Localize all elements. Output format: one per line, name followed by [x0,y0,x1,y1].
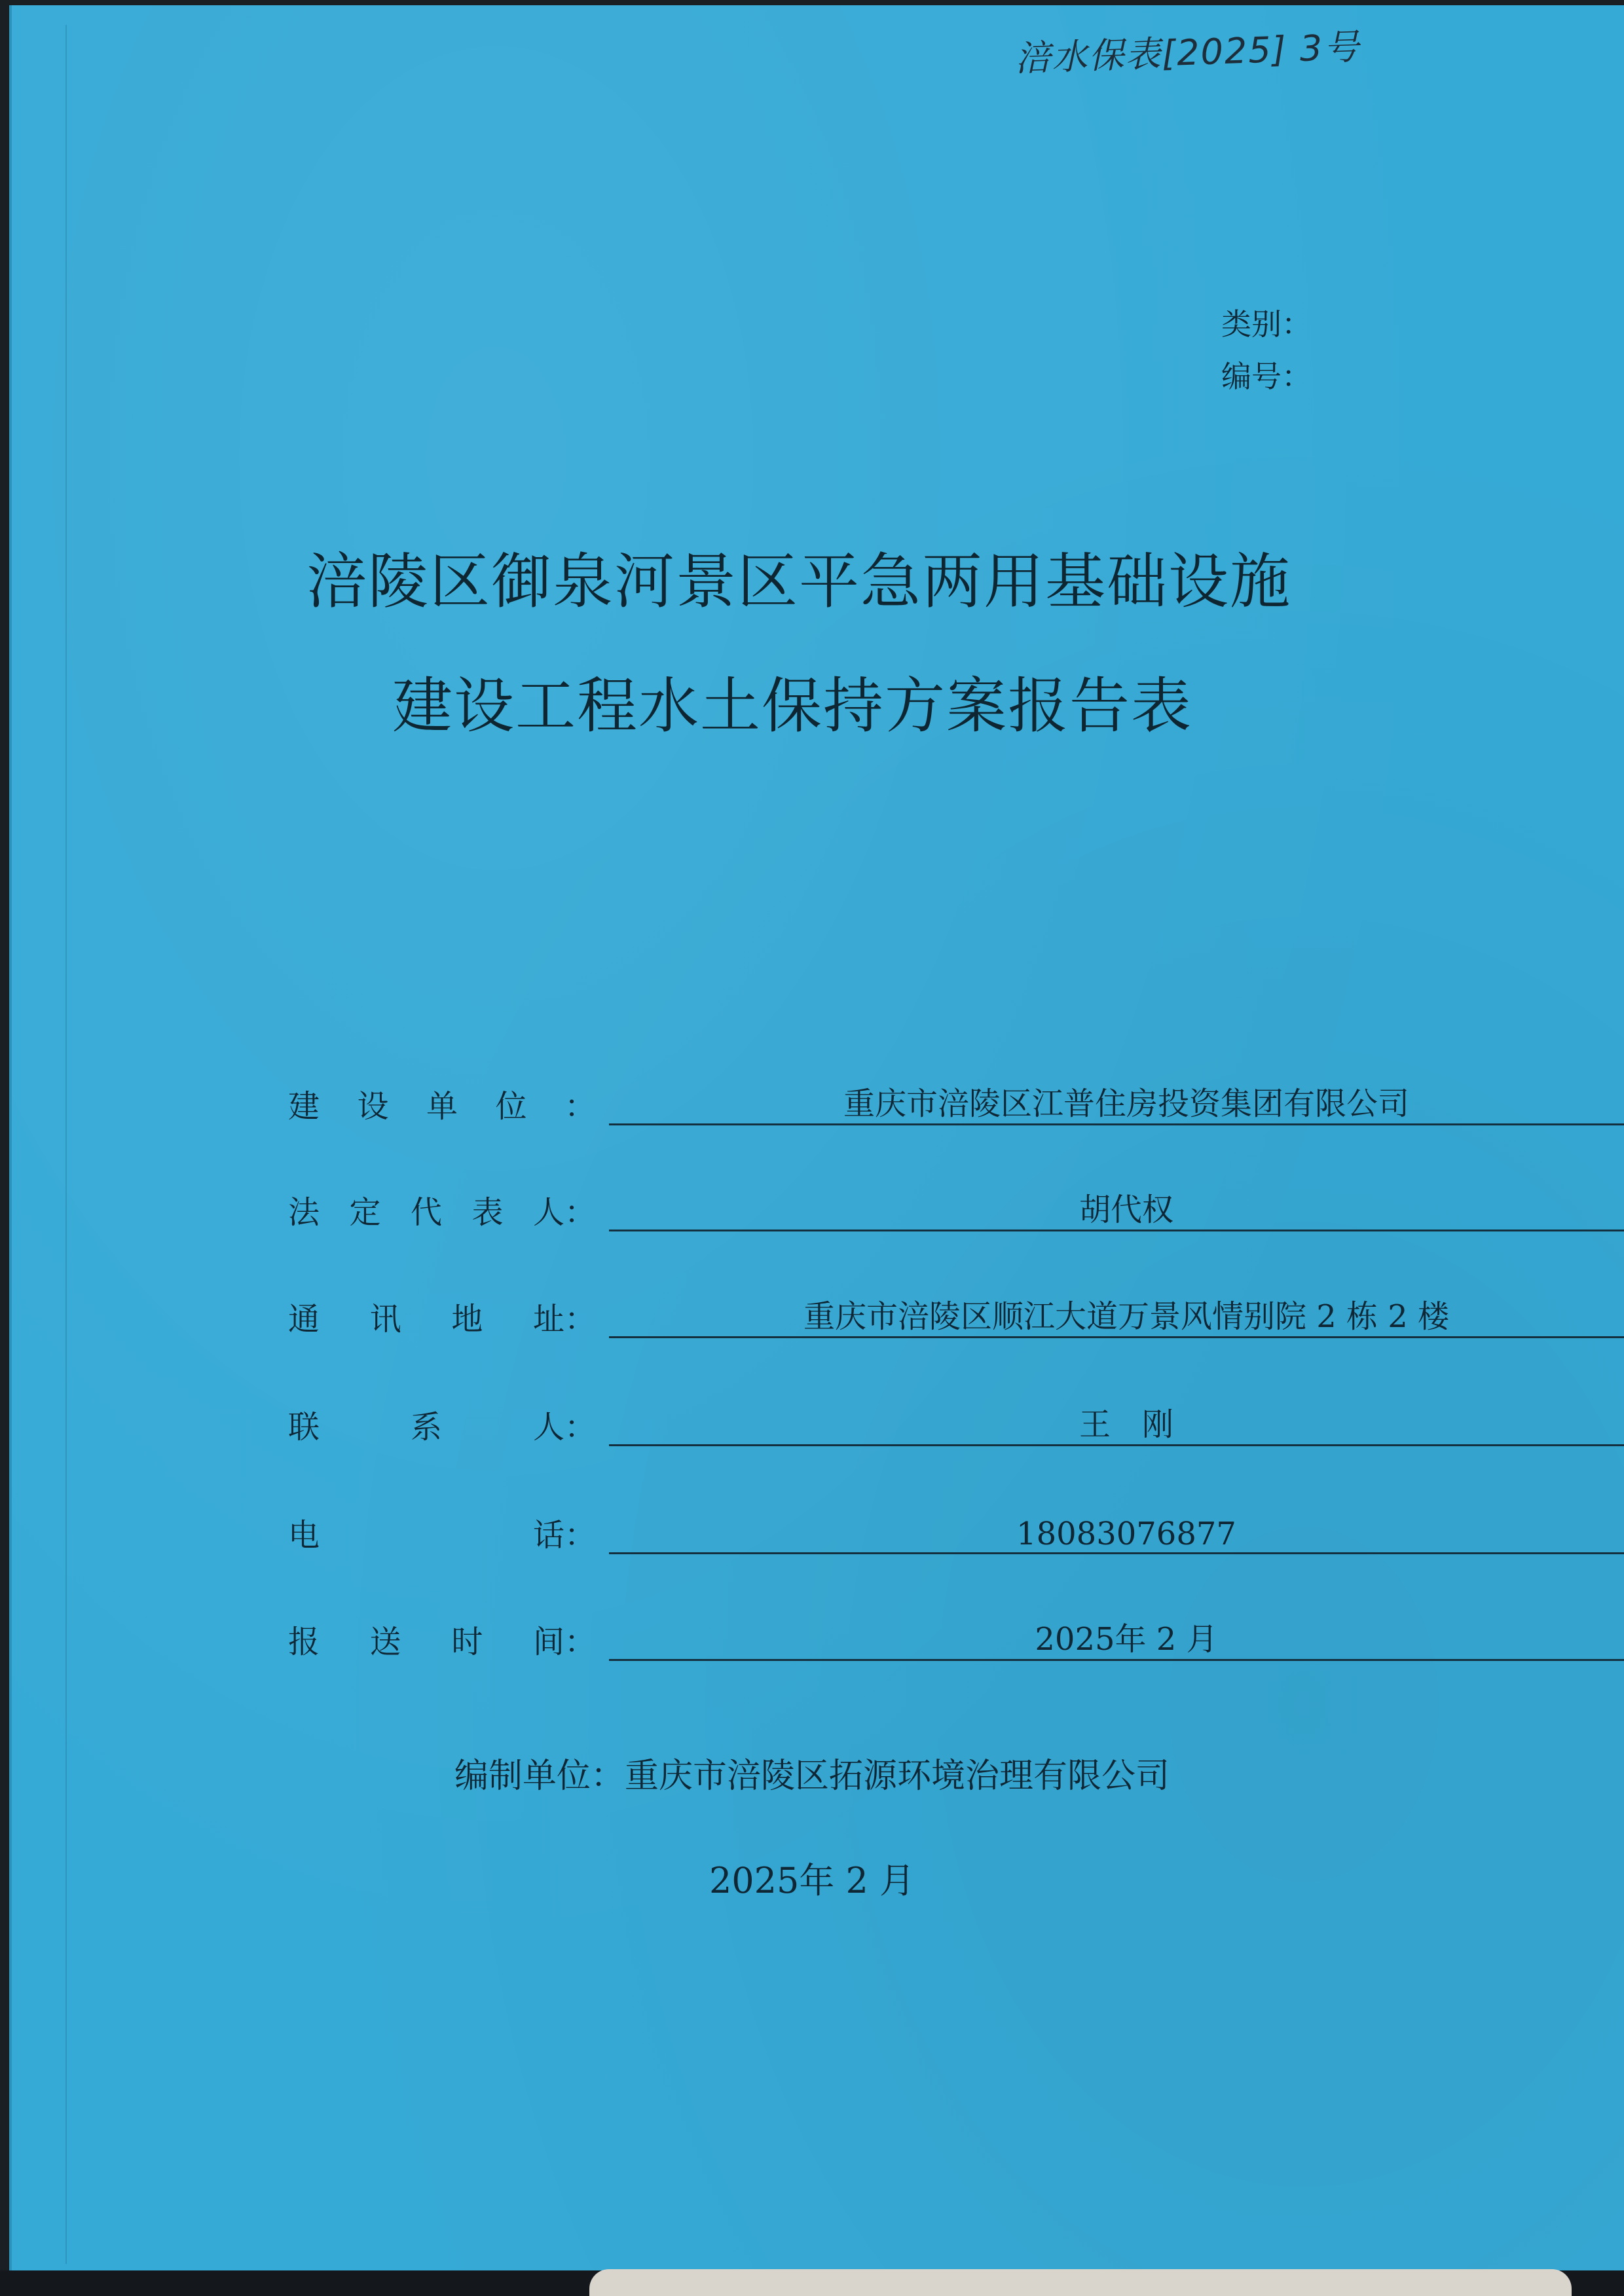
field-value: 18083076877 [609,1509,1624,1554]
background-fabric [589,2269,1572,2296]
compiling-unit: 编制单位：重庆市涪陵区拓源环境治理有限公司 [454,1757,1170,1796]
field-value: 王 刚 [609,1401,1624,1446]
field-label: 法 定 代 表 人： [288,1194,596,1231]
cover-date: 2025年 2 月 [709,1860,915,1901]
field-label: 电 话： [288,1517,596,1554]
category-label: 类别： [1221,306,1312,342]
field-label: 建 设 单 位 ： [288,1088,596,1125]
report-cover [9,5,1624,2270]
field-label: 报 送 时 间： [288,1624,596,1660]
field-label: 联 系 人： [288,1409,596,1446]
title-line-2: 建设工程水土保持方案报告表 [392,671,1192,741]
field-value: 重庆市涪陵区顺江大道万景风情别院 2 栋 2 楼 [609,1293,1624,1338]
field-value: 胡代权 [609,1186,1624,1231]
title-line-1: 涪陵区御泉河景区平急两用基础设施 [306,547,1291,617]
field-value: 2025年 2 月 [609,1616,1624,1661]
meta-block [1221,298,1312,403]
field-label: 通 讯 地 址： [288,1301,596,1338]
handwritten-document-number: 涪水保表[2025] 3号 [1014,26,1361,80]
field-value: 重庆市涪陵区江普住房投资集团有限公司 [609,1080,1624,1125]
binding-fold [26,25,67,2264]
number-label: 编号： [1221,359,1312,394]
